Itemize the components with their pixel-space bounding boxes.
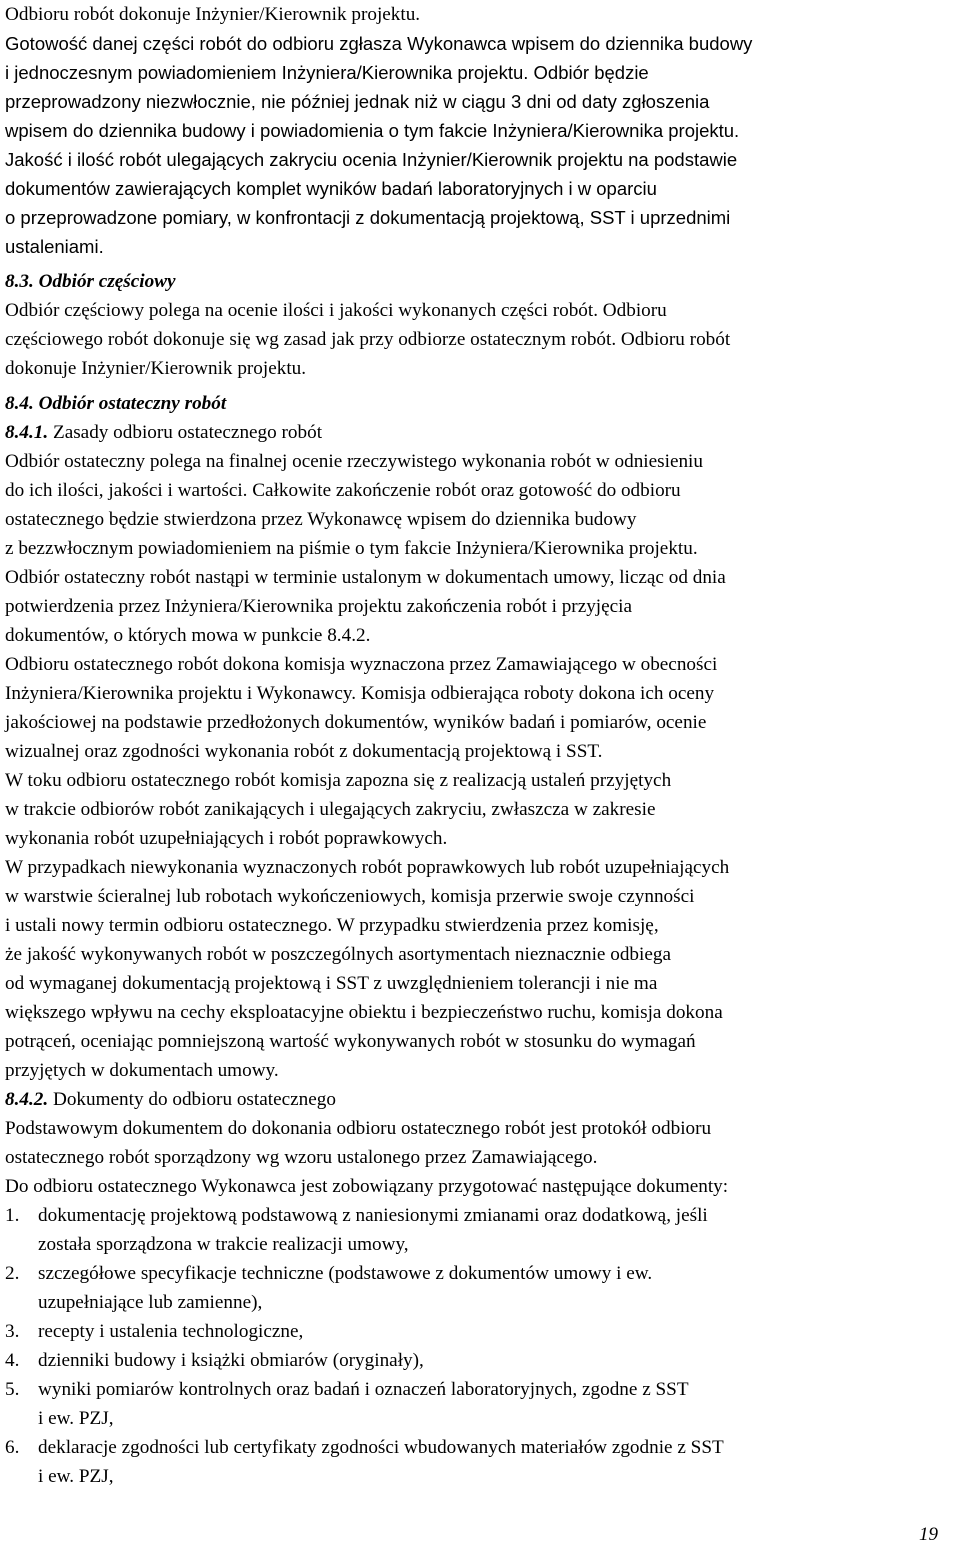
paragraph-line: Odbiór częściowy polega na ocenie ilości i jakości wykonanych części robót. Odbioru bbox=[5, 300, 667, 321]
subsection-number: 8.4.2. bbox=[5, 1089, 49, 1110]
paragraph-line: W toku odbioru ostatecznego robót komisja zapozna się z realizacją ustaleń przyjętych bbox=[5, 770, 672, 791]
paragraph-line: do ich ilości, jakości i wartości. Całkowite zakończenie robót oraz gotowość do odbioru bbox=[5, 480, 681, 501]
section-8-4-1 bbox=[5, 418, 955, 1085]
intro-line: dokumentów zawierających komplet wyników badań laboratoryjnych i w oparciu bbox=[5, 178, 657, 199]
document-page bbox=[5, 0, 955, 1491]
list-item-number: 2. bbox=[5, 1263, 20, 1284]
subsection-title: Dokumenty do odbioru ostatecznego bbox=[52, 1089, 336, 1110]
intro-line: i jednoczesnym powiadomieniem Inżyniera/Kierownika projektu. Odbiór będzie bbox=[5, 62, 649, 83]
paragraph-line: i ustali nowy termin odbioru ostatecznego. W przypadku stwierdzenia przez komisję, bbox=[5, 915, 659, 936]
paragraph-line: że jakość wykonywanych robót w poszczególnych asortymentach nieznacznie odbiega bbox=[5, 944, 671, 965]
section-8-3 bbox=[5, 267, 955, 383]
paragraph-line: Do odbioru ostatecznego Wykonawca jest zobowiązany przygotować następujące dokumenty: bbox=[5, 1176, 729, 1197]
paragraph-line: Podstawowym dokumentem do dokonania odbioru ostatecznego robót jest protokół odbioru bbox=[5, 1118, 712, 1139]
subsection-heading bbox=[5, 1085, 955, 1114]
paragraph-line: w trakcie odbiorów robót zanikających i ulegających zakryciu, zwłaszcza w zakresie bbox=[5, 799, 656, 820]
list-item-line: dzienniki budowy i książki obmiarów (oryginały), bbox=[38, 1350, 424, 1371]
paragraph-line: W przypadkach niewykonania wyznaczonych robót poprawkowych lub robót uzupełniających bbox=[5, 857, 730, 878]
paragraph-line: ostatecznego robót sporządzony wg wzoru ustalonego przez Zamawiającego. bbox=[5, 1147, 598, 1168]
paragraph-line: wykonania robót uzupełniających i robót poprawkowych. bbox=[5, 828, 448, 849]
list-item-number: 4. bbox=[5, 1350, 20, 1371]
paragraph-line: potwierdzenia przez Inżyniera/Kierownika projektu zakończenia robót i przyjęcia bbox=[5, 596, 633, 617]
subsection-heading bbox=[5, 418, 955, 447]
list-item bbox=[5, 1375, 955, 1433]
list-item bbox=[5, 1201, 955, 1259]
list-item-line: wyniki pomiarów kontrolnych oraz badań i oznaczeń laboratoryjnych, zgodne z SST bbox=[38, 1379, 689, 1400]
subsection-number: 8.4.1. bbox=[5, 422, 49, 443]
section-8-4 bbox=[5, 389, 955, 418]
section-heading bbox=[5, 267, 955, 296]
paragraph-line: Odbiór ostateczny polega na finalnej ocenie rzeczywistego wykonania robót w odniesieniu bbox=[5, 451, 703, 472]
section-8-4-2 bbox=[5, 1085, 955, 1491]
paragraph-line: od wymaganej dokumentacją projektową i SST z uwzględnieniem tolerancji i nie ma bbox=[5, 973, 658, 994]
paragraph-line: z bezzwłocznym powiadomieniem na piśmie o tym fakcie Inżyniera/Kierownika projektu. bbox=[5, 538, 698, 559]
section-number: 8.4. bbox=[5, 393, 34, 414]
intro-line: Odbioru robót dokonuje Inżynier/Kierownik projektu. bbox=[5, 4, 421, 25]
intro-line: Jakość i ilość robót ulegających zakryciu ocenia Inżynier/Kierownik projektu na podstawie bbox=[5, 149, 738, 170]
paragraph-line: potrąceń, oceniając pomniejszoną wartość wykonywanych robót w stosunku do wymagań bbox=[5, 1031, 696, 1052]
paragraph-line: wizualnej oraz zgodności wykonania robót z dokumentacją projektową i SST. bbox=[5, 741, 603, 762]
intro-line: wpisem do dziennika budowy i powiadomienia o tym fakcie Inżyniera/Kierownika projektu. bbox=[5, 120, 740, 141]
list-item bbox=[5, 1433, 955, 1491]
subsection-title: Zasady odbioru ostatecznego robót bbox=[52, 422, 323, 443]
section-title: Odbiór ostateczny robót bbox=[38, 393, 227, 414]
intro-paragraph bbox=[5, 0, 955, 261]
paragraph-line: w warstwie ścieralnej lub robotach wykończeniowych, komisja przerwie swoje czynności bbox=[5, 886, 695, 907]
list-item-line: dokumentację projektową podstawową z naniesionymi zmianami oraz dodatkową, jeśli bbox=[38, 1205, 708, 1226]
documents-list bbox=[5, 1201, 955, 1491]
paragraph-line: większego wpływu na cechy eksploatacyjne obiektu i bezpieczeństwo ruchu, komisja dokona bbox=[5, 1002, 723, 1023]
list-item-line: uzupełniające lub zamienne), bbox=[38, 1292, 263, 1313]
list-item-number: 6. bbox=[5, 1437, 20, 1458]
paragraph-line: przyjętych w dokumentach umowy. bbox=[5, 1060, 279, 1081]
list-item bbox=[5, 1259, 955, 1317]
page-number: 19 bbox=[919, 1524, 938, 1545]
paragraph-line: Inżyniera/Kierownika projektu i Wykonawcy. Komisja odbierająca roboty dokona ich oceny bbox=[5, 683, 715, 704]
list-item-number: 3. bbox=[5, 1321, 20, 1342]
intro-line: o przeprowadzone pomiary, w konfrontacji z dokumentacją projektową, SST i uprzednimi bbox=[5, 207, 731, 228]
list-item-line: została sporządzona w trakcie realizacji umowy, bbox=[38, 1234, 409, 1255]
list-item bbox=[5, 1346, 955, 1375]
list-item-line: recepty i ustalenia technologiczne, bbox=[38, 1321, 304, 1342]
list-item-line: szczegółowe specyfikacje techniczne (podstawowe z dokumentów umowy i ew. bbox=[38, 1263, 653, 1284]
intro-line: Gotowość danej części robót do odbioru zgłasza Wykonawca wpisem do dziennika budowy bbox=[5, 33, 753, 54]
paragraph-line: jakościowej na podstawie przedłożonych dokumentów, wyników badań i pomiarów, ocenie bbox=[5, 712, 707, 733]
list-item-line: deklaracje zgodności lub certyfikaty zgodności wbudowanych materiałów zgodnie z SST bbox=[38, 1437, 724, 1458]
list-item bbox=[5, 1317, 955, 1346]
section-number: 8.3. bbox=[5, 271, 34, 292]
section-title: Odbiór częściowy bbox=[38, 271, 176, 292]
paragraph-line: dokonuje Inżynier/Kierownik projektu. bbox=[5, 358, 307, 379]
paragraph-line: dokumentów, o których mowa w punkcie 8.4.2. bbox=[5, 625, 371, 646]
section-heading bbox=[5, 389, 955, 418]
paragraph-line: częściowego robót dokonuje się wg zasad jak przy odbiorze ostatecznym robót. Odbioru robót bbox=[5, 329, 731, 350]
list-item-line: i ew. PZJ, bbox=[38, 1408, 114, 1429]
list-item-line: i ew. PZJ, bbox=[38, 1466, 114, 1487]
list-item-number: 1. bbox=[5, 1205, 20, 1226]
list-item-number: 5. bbox=[5, 1379, 20, 1400]
paragraph-line: ostatecznego będzie stwierdzona przez Wykonawcę wpisem do dziennika budowy bbox=[5, 509, 637, 530]
intro-line: ustaleniami. bbox=[5, 236, 104, 257]
intro-line: przeprowadzony niezwłocznie, nie później jednak niż w ciągu 3 dni od daty zgłoszenia bbox=[5, 91, 710, 112]
paragraph-line: Odbiór ostateczny robót nastąpi w terminie ustalonym w dokumentach umowy, licząc od dnia bbox=[5, 567, 726, 588]
paragraph-line: Odbioru ostatecznego robót dokona komisja wyznaczona przez Zamawiającego w obecności bbox=[5, 654, 718, 675]
